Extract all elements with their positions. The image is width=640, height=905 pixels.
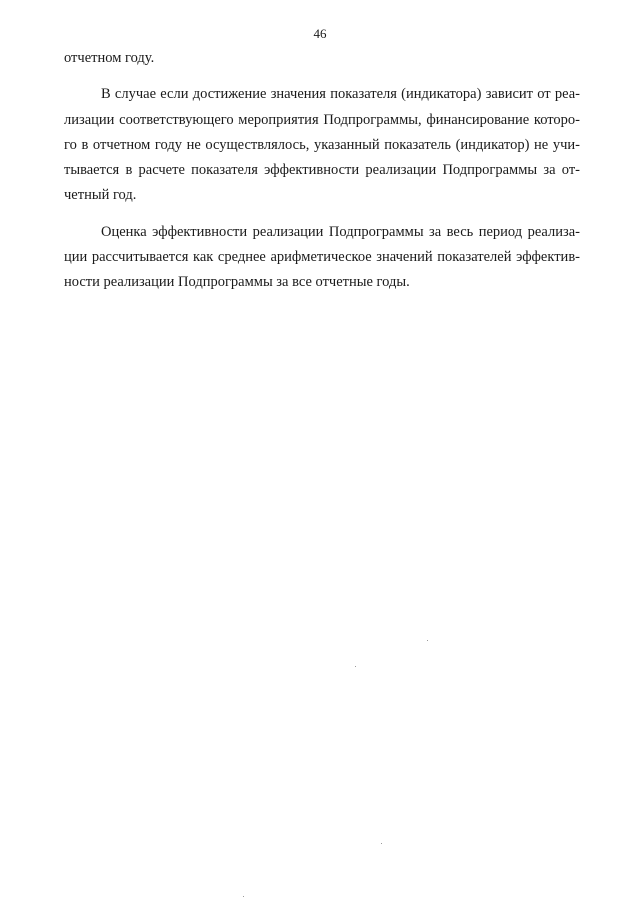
text-line: ции рассчитывается как среднее арифметическое значений показателей эффектив- — [64, 249, 580, 266]
page-number: 46 — [313, 26, 327, 41]
paragraph-continuation — [64, 46, 580, 71]
text-line: тывается в расчете показателя эффективности реализации Подпрограммы за от- — [64, 162, 580, 179]
text-line: отчетном году. — [64, 50, 155, 66]
paragraph-overall-evaluation — [64, 220, 580, 296]
scan-speck — [355, 666, 356, 667]
text-line: ности реализации Подпрограммы за все отчетные годы. — [64, 274, 410, 291]
scan-speck — [381, 843, 382, 844]
paragraph-indicator-condition — [64, 82, 580, 208]
body-text — [64, 46, 580, 296]
text-line: четный год. — [64, 187, 137, 204]
text-line: В случае если достижение значения показателя (индикатора) зависит от реа- — [101, 86, 580, 103]
text-line: Оценка эффективности реализации Подпрограммы за весь период реализа- — [101, 223, 580, 240]
text-line: лизации соответствующего мероприятия Подпрограммы, финансирование которо- — [64, 111, 580, 128]
text-line: го в отчетном году не осуществлялось, указанный показатель (индикатор) не учи- — [64, 136, 580, 153]
scan-speck — [243, 896, 244, 897]
scan-speck — [427, 640, 428, 641]
